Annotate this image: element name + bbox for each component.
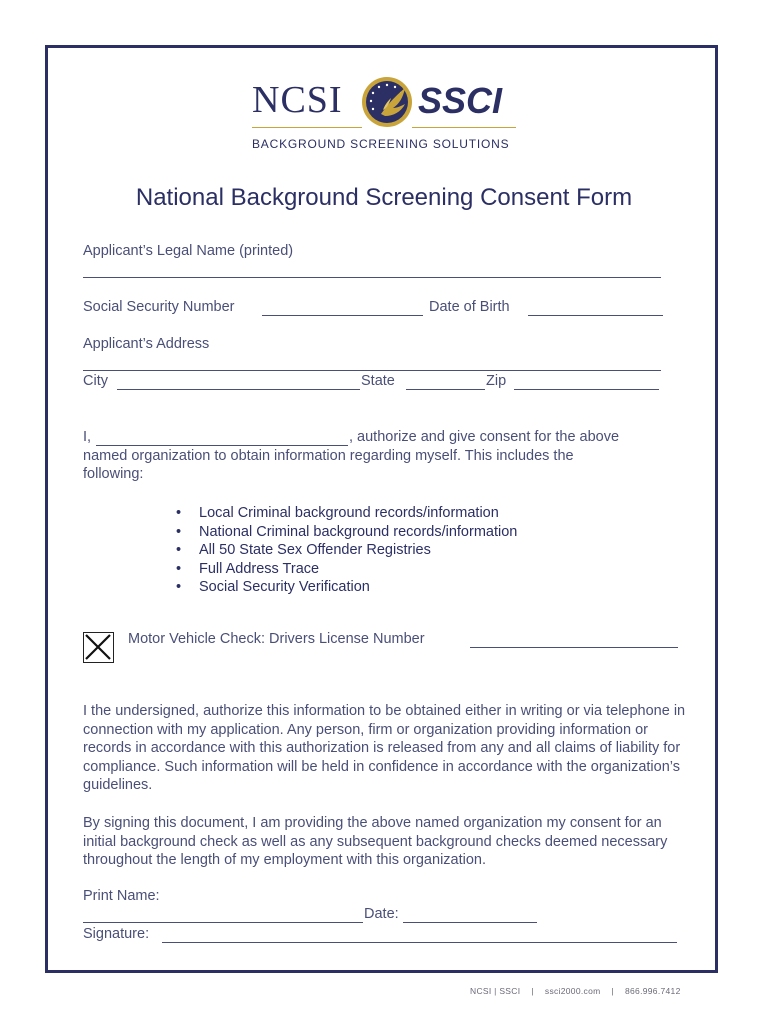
checkmark-x-icon — [84, 633, 112, 661]
zip-label: Zip — [486, 373, 507, 389]
list-item: • Local Criminal background records/information — [176, 504, 517, 523]
print-name-field[interactable] — [83, 922, 363, 923]
logo-ssci-text: SSCI — [418, 80, 503, 121]
print-name-label: Print Name: — [83, 888, 160, 904]
ssn-field[interactable] — [262, 315, 423, 316]
legal-name-label: Applicant’s Legal Name (printed) — [83, 243, 294, 259]
dob-label: Date of Birth — [429, 299, 510, 315]
consent-prefix: I, — [83, 429, 92, 445]
list-item: • Full Address Trace — [176, 560, 517, 579]
logo-rule-left — [252, 127, 362, 128]
eagle-seal-icon — [361, 76, 413, 128]
address-label: Applicant’s Address — [83, 336, 210, 352]
list-item: • Social Security Verification — [176, 578, 517, 597]
city-label: City — [83, 373, 108, 389]
zip-field[interactable] — [514, 389, 659, 390]
footer-phone: 866.996.7412 — [625, 986, 681, 996]
check-list — [176, 504, 517, 597]
logo-ncsi-text: NCSI — [252, 79, 343, 121]
date-field[interactable] — [403, 922, 537, 923]
signing-paragraph: By signing this document, I am providing the above named organization my consent for an initial background check as well as any subsequent background checks deemed necessary throughout the length of my employment with this organization. — [83, 815, 668, 868]
footer-website[interactable]: ssci2000.com — [544, 986, 601, 996]
legal-name-field[interactable] — [83, 277, 661, 278]
consent-line-3: following: — [83, 466, 144, 482]
form-title: National Background Screening Consent Form — [135, 184, 633, 211]
city-field[interactable] — [117, 389, 360, 390]
state-field[interactable] — [406, 389, 485, 390]
tagline: BACKGROUND SCREENING SOLUTIONS — [252, 137, 510, 151]
motor-vehicle-label: Motor Vehicle Check: Drivers License Number — [128, 631, 425, 647]
page-footer — [470, 986, 681, 996]
list-item: • National Criminal background records/information — [176, 523, 517, 542]
dob-field[interactable] — [528, 315, 663, 316]
footer-company: NCSI | SSCI — [470, 986, 521, 996]
signature-label: Signature: — [83, 926, 150, 942]
footer-separator: | — [611, 986, 614, 996]
address-field[interactable] — [83, 370, 661, 371]
license-number-field[interactable] — [470, 647, 678, 648]
ssn-label: Social Security Number — [83, 299, 235, 315]
consent-line-2: named organization to obtain information regarding myself. This includes the — [83, 448, 574, 464]
authorization-paragraph: I the undersigned, authorize this information to be obtained either in writing or via telephone in connection with my application. Any person, firm or organization providing information or records in accordance with this authorization is released from any and all claims of liability for compliance. Such information will be held in confidence in accordance with the organization’s guidelines. — [83, 703, 686, 793]
consent-name-field[interactable] — [96, 445, 348, 446]
state-label: State — [361, 373, 395, 389]
consent-line-1: , authorize and give consent for the above — [349, 429, 620, 445]
footer-separator: | — [531, 986, 534, 996]
signature-field[interactable] — [162, 942, 677, 943]
date-label: Date: — [364, 906, 399, 922]
list-item: • All 50 State Sex Offender Registries — [176, 541, 517, 560]
logo-rule-right — [412, 127, 516, 128]
motor-vehicle-checkbox[interactable] — [83, 632, 114, 663]
